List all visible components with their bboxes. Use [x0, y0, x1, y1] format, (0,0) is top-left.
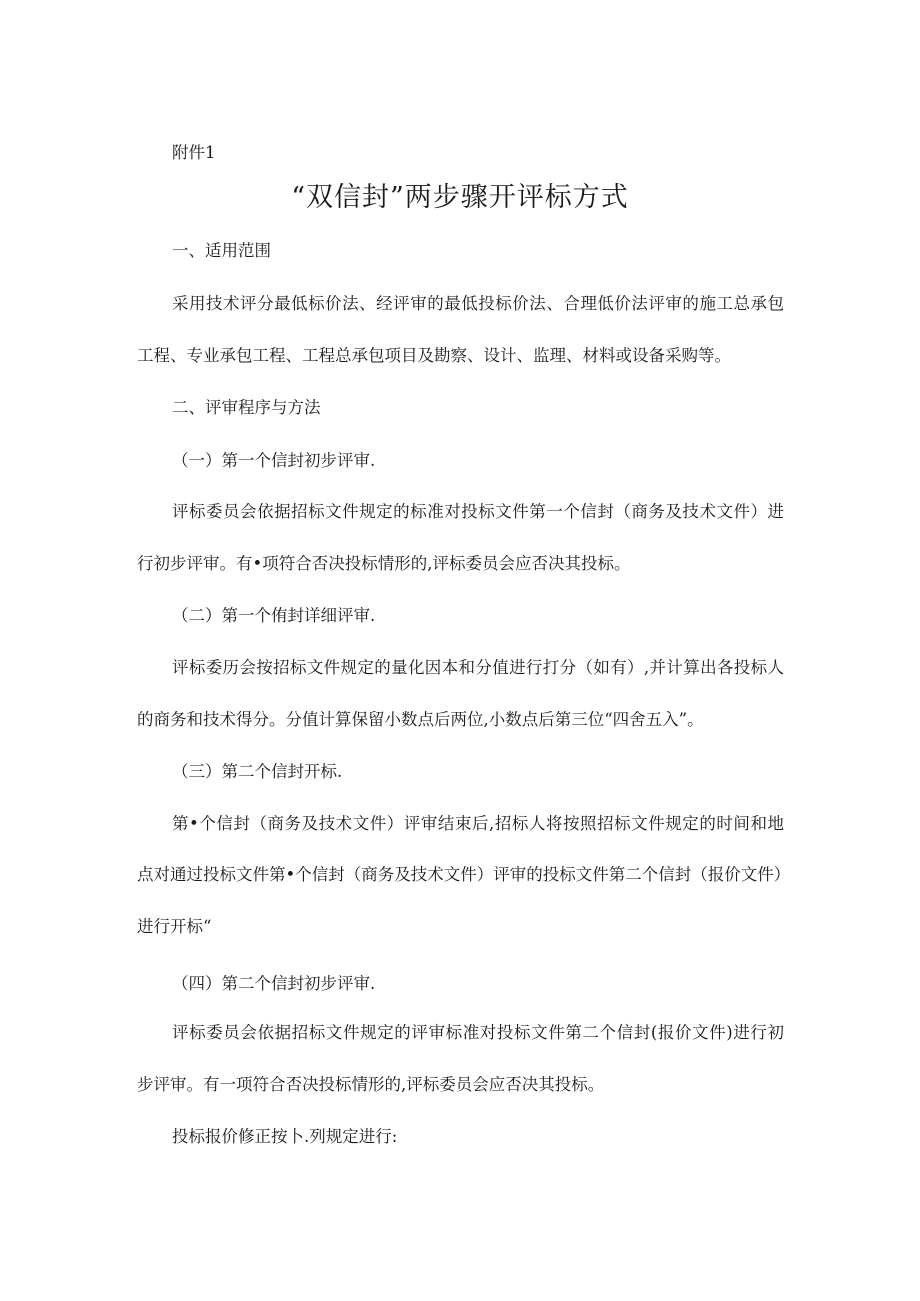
first-envelope-detailed-line-2: 的商务和技术得分。分值计算保留小数点后两位,小数点后第三位“四舍五入”。 [137, 710, 704, 729]
document-title: “双信封”两步骤开评标方式 [291, 182, 629, 213]
second-envelope-preliminary-line-2: 步评审。有一项符合否决投标情形的,评标委员会应否决其投标。 [137, 1075, 605, 1094]
subheading-second-envelope-opening: （三）第二个信封开标. [172, 762, 343, 781]
subheading-first-envelope-preliminary: （一）第一个信封初步评审. [172, 451, 376, 470]
second-envelope-opening-line-3: 进行开标“ [137, 917, 212, 936]
attachment-label: 附件1 [172, 143, 216, 162]
second-envelope-opening-line-2: 点对通过投标文件第•个信封（商务及技术文件）评审的投标文件第二个信封（报价文件） [137, 865, 791, 884]
bid-price-correction-line: 投标报价修正按卜.列规定进行: [172, 1127, 398, 1146]
first-envelope-detailed-line-1: 评标委历会按招标文件规定的量化因本和分值进行打分（如有）,并计算出各投标人 [172, 658, 784, 677]
first-envelope-preliminary-line-2: 行初步评审。有•项符合否决投标情形的,评标委员会应否决其投标。 [137, 554, 631, 573]
scope-paragraph-line-2: 工程、专业承包工程、工程总承包项目及勘察、设计、监理、材料或设备采购等。 [137, 346, 731, 365]
section-heading-scope: 一、适用范围 [172, 241, 271, 260]
section-heading-procedure: 二、评审程序与方法 [172, 398, 321, 417]
first-envelope-preliminary-line-1: 评标委员会依据招标文件规定的标准对投标文件第一个信封（商务及技术文件）进 [172, 502, 784, 521]
subheading-first-envelope-detailed: （二）第一个侑封详细评审. [172, 606, 376, 625]
subheading-second-envelope-preliminary: （四）第二个信封初步评审. [172, 974, 376, 993]
scope-paragraph-line-1: 采用技术评分最低标价法、经评审的最低投标价法、合理低价法评审的施工总承包 [172, 294, 784, 313]
second-envelope-preliminary-line-1: 评标委员会依据招标文件规定的评审标准对投标文件第二个信封(报价文件)进行初 [172, 1023, 784, 1042]
second-envelope-opening-line-1: 第•个信封（商务及技术文件）评审结束后,招标人将按照招标文件规定的时间和地 [172, 814, 784, 833]
